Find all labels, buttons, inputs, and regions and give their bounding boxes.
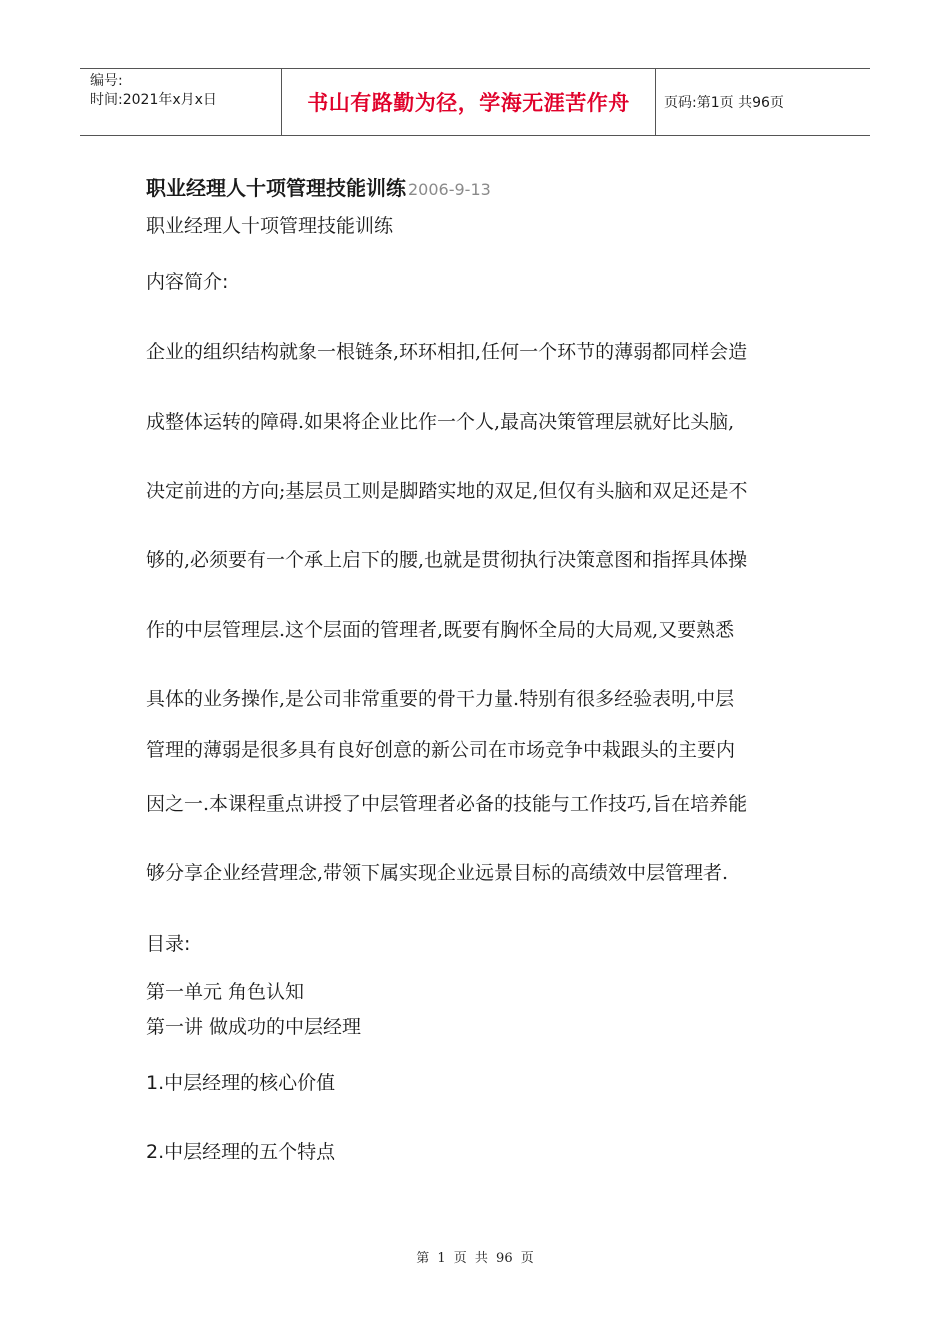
paragraph-line: 管理的薄弱是很多具有良好创意的新公司在市场竞争中栽跟头的主要内	[146, 739, 736, 761]
document-number-label: 编号:	[90, 73, 123, 89]
paragraph-line: 决定前进的方向;基层员工则是脚踏实地的双足,但仅有头脑和双足还是不	[146, 480, 748, 502]
title-text: 职业经理人十项管理技能训练	[146, 176, 406, 200]
paragraph-line: 成整体运转的障碍.如果将企业比作一个人,最高决策管理层就好比头脑,	[146, 411, 735, 433]
toc-unit: 第一单元 角色认知	[146, 981, 305, 1003]
toc-lecture: 第一讲 做成功的中层经理	[146, 1016, 362, 1038]
toc-item: 1.中层经理的核心价值	[146, 1072, 336, 1094]
paragraph-line: 够分享企业经营理念,带领下属实现企业远景目标的高绩效中层管理者.	[146, 862, 729, 884]
subtitle: 职业经理人十项管理技能训练	[146, 215, 394, 237]
intro-label: 内容简介:	[146, 271, 229, 293]
document-time-label: 时间:2021年x月x日	[90, 92, 217, 108]
document-header	[80, 68, 870, 136]
toc-label: 目录:	[146, 933, 191, 955]
paragraph-line: 企业的组织结构就象一根链条,环环相扣,任何一个环节的薄弱都同样会造	[146, 341, 748, 363]
header-page-info: 页码:第1页 共96页	[664, 95, 784, 111]
paragraph-line: 够的,必须要有一个承上启下的腰,也就是贯彻执行决策意图和指挥具体操	[146, 549, 748, 571]
paragraph-line: 具体的业务操作,是公司非常重要的骨干力量.特别有很多经验表明,中层	[146, 688, 735, 710]
header-meta	[80, 69, 282, 135]
title-date: 2006-9-13	[408, 180, 491, 199]
page-footer: 第 1 页 共 96 页	[416, 1251, 534, 1266]
paragraph-line: 作的中层管理层.这个层面的管理者,既要有胸怀全局的大局观,又要熟悉	[146, 619, 735, 641]
header-motto: 书山有路勤为径，学海无涯苦作舟	[282, 69, 656, 135]
paragraph-line: 因之一.本课程重点讲授了中层管理者必备的技能与工作技巧,旨在培养能	[146, 793, 748, 815]
document-title	[146, 172, 491, 201]
toc-item: 2.中层经理的五个特点	[146, 1141, 336, 1163]
